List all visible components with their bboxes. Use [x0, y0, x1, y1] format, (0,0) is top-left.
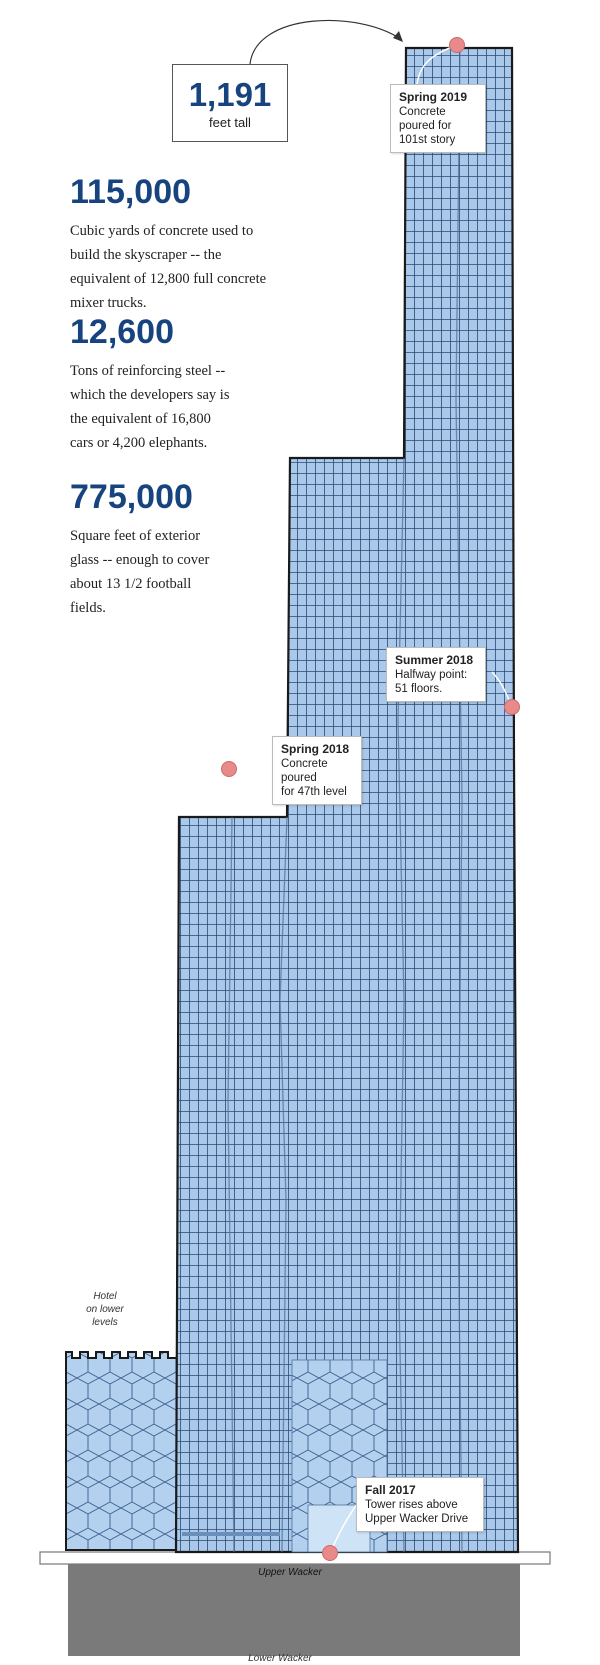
stat-glass	[70, 478, 270, 620]
hotel-label-line: Hotel	[93, 1291, 117, 1302]
callout-title: Fall 2017	[365, 1483, 416, 1497]
height-number: 1,191	[188, 76, 272, 113]
hotel-label-line: levels	[92, 1317, 118, 1328]
milestone-marker-spring-2019[interactable]	[450, 38, 465, 53]
milestone-marker-fall-2017[interactable]	[323, 1546, 338, 1561]
callout-title: Spring 2018	[281, 742, 350, 756]
callout-line: Upper Wacker Drive	[365, 1513, 469, 1525]
stat-number: 775,000	[70, 478, 193, 516]
ground-band	[40, 1552, 550, 1564]
callout-line: 101st story	[399, 134, 456, 146]
stat-concrete	[70, 173, 270, 315]
callout-line: Halfway point:	[395, 669, 468, 681]
hotel-podium	[66, 1352, 178, 1550]
callout-line: for 47th level	[281, 786, 347, 798]
milestone-marker-spring-2018[interactable]	[222, 762, 237, 777]
arrowhead-icon	[393, 31, 403, 42]
callout-spring-2019	[390, 84, 486, 153]
hotel-label-line: on lower	[86, 1304, 124, 1315]
stat-steel	[70, 313, 270, 455]
callout-line: Tower rises above	[365, 1499, 458, 1511]
milestone-marker-summer-2018[interactable]	[505, 700, 520, 715]
callout-line: poured for	[399, 120, 452, 132]
callout-line: Concrete poured	[281, 758, 328, 784]
callout-title: Summer 2018	[395, 653, 474, 667]
callout-title: Spring 2019	[399, 90, 468, 104]
callout-line: 51 floors.	[395, 683, 443, 695]
stat-description: Cubic yards of concrete used to build the skyscraper -- the equivalent of 12,800 full concrete mixer trucks.	[70, 223, 267, 311]
hotel-label	[70, 1290, 140, 1329]
stat-description: Square feet of exterior glass -- enough to cover about 13 1/2 football fields.	[70, 528, 210, 616]
stat-number: 12,600	[70, 313, 174, 351]
callout-line: Concrete	[399, 106, 446, 118]
upper-wacker-label: Upper Wacker	[258, 1567, 322, 1578]
height-unit: feet tall	[209, 115, 251, 130]
stat-number: 115,000	[70, 173, 192, 211]
height-arrow	[250, 20, 402, 64]
callout-spring-2018	[272, 736, 362, 805]
callout-summer-2018	[386, 647, 486, 702]
lobby-band	[182, 1532, 280, 1536]
lower-wacker-label: Lower Wacker	[248, 1653, 312, 1664]
callout-fall-2017	[356, 1477, 484, 1532]
height-stat-box	[172, 64, 288, 142]
stat-description: Tons of reinforcing steel -- which the developers say is the equivalent of 16,800 cars or 4,200 elephants.	[70, 363, 230, 451]
